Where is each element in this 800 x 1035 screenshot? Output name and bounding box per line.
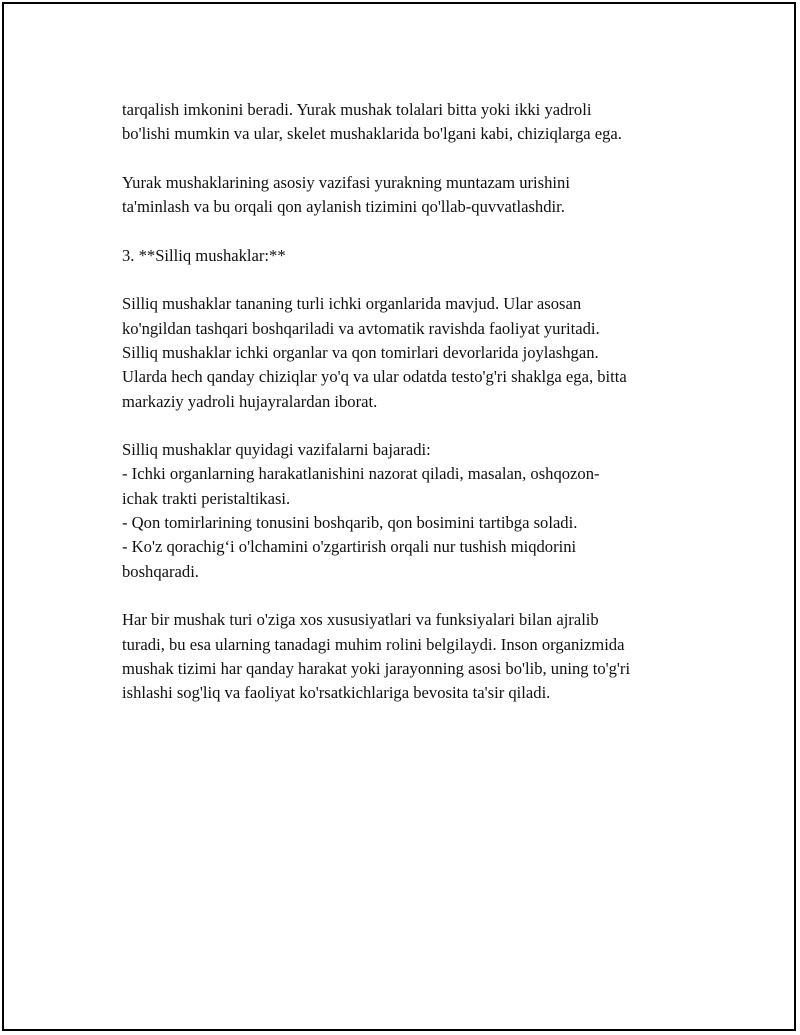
paragraph-1 [122, 98, 712, 147]
text-line: Yurak mushaklarining asosiy vazifasi yurakning muntazam urishini [122, 172, 570, 192]
list-item-continuation: ichak trakti peristaltikasi. [122, 488, 291, 508]
text-line: markaziy yadroli hujayralardan iborat. [122, 391, 378, 411]
page-frame [2, 2, 796, 1031]
text-line: ishlashi sog'liq va faoliyat ko'rsatkichlariga bevosita ta'sir qiladi. [122, 683, 551, 703]
heading-line: 3. **Silliq mushaklar:** [122, 245, 286, 265]
text-line: Silliq mushaklar ichki organlar va qon tomirlari devorlarida joylashgan. [122, 342, 599, 362]
paragraph-gap [122, 584, 712, 608]
section-heading [122, 244, 712, 268]
paragraph-gap [122, 219, 712, 243]
text-line: Har bir mushak turi o'ziga xos xususiyatlari va funksiyalari bilan ajralib [122, 610, 599, 630]
paragraph-gap [122, 147, 712, 171]
paragraph-gap [122, 414, 712, 438]
text-line: turadi, bu esa ularning tanadagi muhim rolini belgilaydi. Inson organizmida [122, 634, 625, 654]
list-item: - Qon tomirlarining tonusini boshqarib, qon bosimini tartibga soladi. [122, 513, 578, 533]
list-item-continuation: boshqaradi. [122, 561, 199, 581]
list-item: - Ichki organlarning harakatlanishini nazorat qiladi, masalan, oshqozon- [122, 464, 600, 484]
text-line: tarqalish imkonini beradi. Yurak mushak tolalari bitta yoki ikki yadroli [122, 100, 592, 119]
function-list [122, 438, 712, 584]
text-line: ta'minlash va bu orqali qon aylanish tizimini qo'llab-quvvatlashdir. [122, 197, 565, 217]
paragraph-2 [122, 171, 712, 220]
list-item: - Ko'z qorachig‘i o'lchamini o'zgartirish orqali nur tushish miqdorini [122, 537, 577, 557]
text-line: Ularda hech qanday chiziqlar yo'q va ular odatda testo'g'ri shaklga ega, bitta [122, 367, 627, 387]
paragraph-3 [122, 292, 712, 413]
page-content [122, 98, 712, 705]
list-intro: Silliq mushaklar quyidagi vazifalarni bajaradi: [122, 440, 431, 460]
paragraph-conclusion [122, 608, 712, 705]
text-line: mushak tizimi har qanday harakat yoki jarayonning asosi bo'lib, uning to'g'ri [122, 658, 631, 678]
text-line: Silliq mushaklar tananing turli ichki organlarida mavjud. Ular asosan [122, 294, 582, 314]
text-line: ko'ngildan tashqari boshqariladi va avtomatik ravishda faoliyat yuritadi. [122, 318, 600, 338]
text-line: bo'lishi mumkin va ular, skelet mushaklarida bo'lgani kabi, chiziqlarga ega. [122, 124, 622, 144]
paragraph-gap [122, 268, 712, 292]
